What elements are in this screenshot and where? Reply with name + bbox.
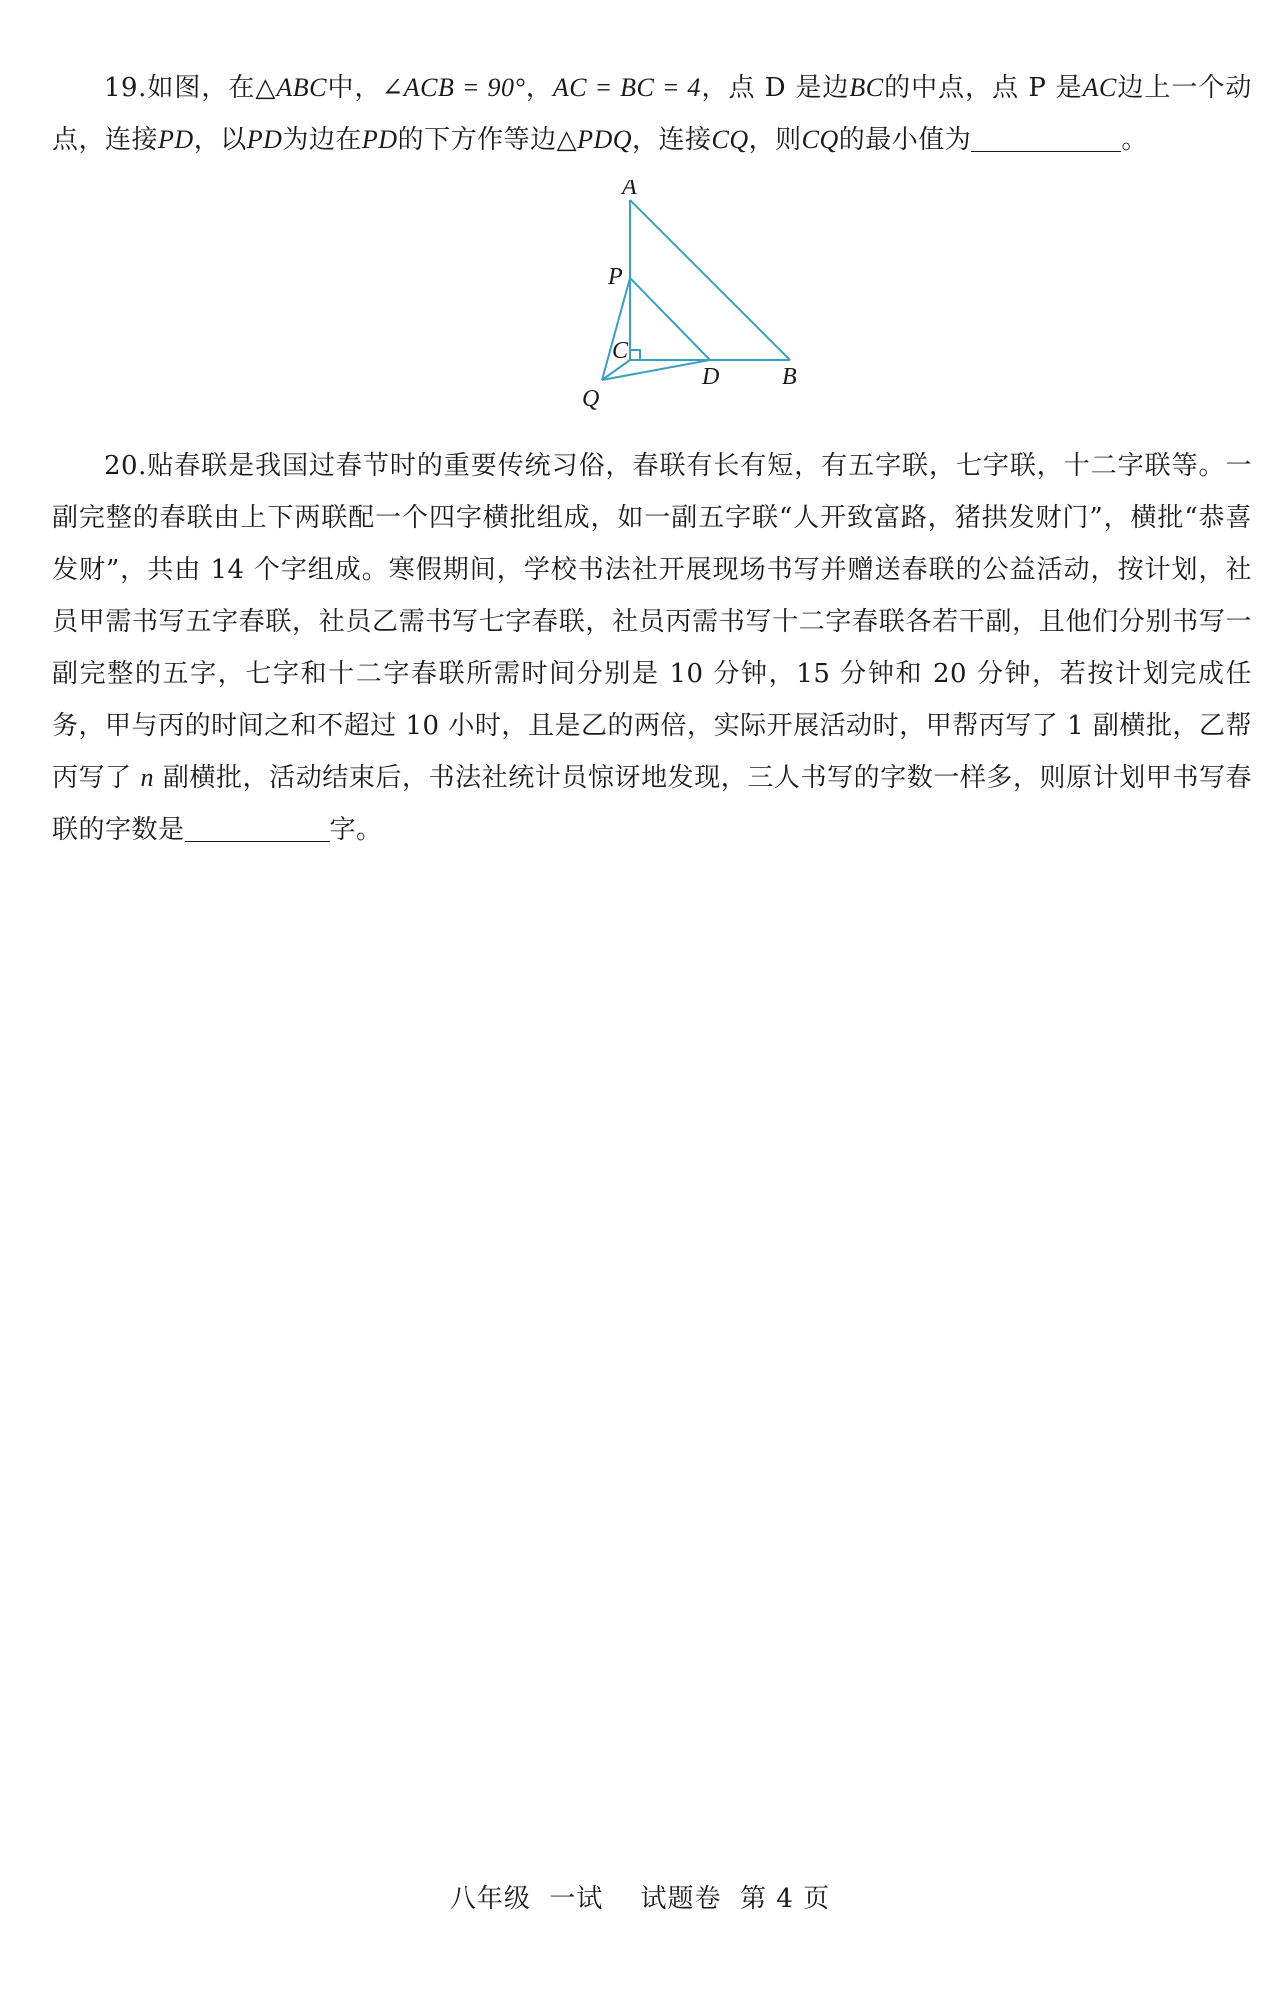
text: 边上一个动点，连接 — [52, 73, 1252, 155]
label-b: B — [782, 364, 797, 390]
math-triangle-pdq: △PDQ — [556, 125, 633, 154]
text: 副横批，活动结束后，书法社统计员惊讶地发现，三人书写的字数一样多，则原计划甲书写春联的字数是 — [52, 763, 1253, 845]
text: ，则 — [748, 125, 802, 155]
math-bc: BC — [849, 73, 884, 102]
text: ，以 — [193, 125, 247, 155]
text: ， — [525, 73, 553, 103]
label-a: A — [622, 180, 637, 200]
math-angle-acb: ∠ACB = 90° — [381, 73, 526, 102]
math-cq: CQ — [711, 125, 749, 154]
text: 中， — [327, 73, 382, 103]
text: ，点 D 是边 — [700, 73, 850, 103]
text: 。 — [1121, 125, 1148, 155]
segment-pq — [602, 278, 630, 380]
math-sides: AC = BC = 4 — [552, 73, 701, 102]
text: ，连接 — [632, 125, 712, 155]
triangle-diagram — [560, 180, 800, 420]
segment-ab — [630, 200, 790, 360]
problem-20-number: 20. — [104, 451, 147, 481]
math-n: n — [140, 763, 155, 792]
problem-19 — [52, 62, 1252, 166]
math-cq: CQ — [801, 125, 839, 154]
text: 为边在 — [282, 125, 362, 155]
label-c: C — [612, 338, 629, 364]
text: 贴春联是我国过春节时的重要传统习俗，春联有长有短，有五字联，七字联，十二字联等。一副完整的春联由上下两联配一个四字横批组成，如一副五字联“人开致富路，猪拱发财门”，横批“恭喜发财”，共由 14 个字组成。寒假期间，学校书法社开展现场书写并赠送春联的公益活动，按计划，社员甲需书写五字春联，社员乙需书写七字春联，社员丙需书写十二字春联各若干副，且他们分别书写一副完整的五字，七字和十二字春联所需时间分别是 10 分钟，15 分钟和 20 分钟，若按计划完成任务，甲与丙的时间之和不超过 10 小时，且是乙的两倍，实际开展活动时，甲帮丙写了 1 副横批，乙帮丙写了 — [52, 451, 1252, 793]
answer-blank-20[interactable] — [185, 811, 330, 842]
math-pd: PD — [246, 125, 283, 154]
math-ac: AC — [1082, 73, 1117, 102]
text: 的最小值为 — [838, 125, 972, 155]
segment-pd — [630, 278, 710, 360]
problem-20 — [52, 440, 1252, 856]
math-pd: PD — [361, 125, 398, 154]
problem-19-number: 19. — [104, 73, 147, 103]
geometry-figure — [560, 180, 800, 420]
page-footer: 八年级 一试 试题卷 第 4 页 — [449, 1884, 831, 1914]
answer-blank-19[interactable] — [971, 121, 1121, 152]
label-p: P — [608, 264, 623, 290]
right-angle-mark — [630, 350, 640, 360]
math-pd: PD — [158, 125, 194, 154]
math-triangle-abc: △ABC — [255, 73, 327, 102]
text: 的中点，点 P 是 — [883, 73, 1083, 103]
label-q: Q — [582, 386, 600, 412]
text: 的下方作等边 — [397, 125, 557, 155]
text: 如图，在 — [146, 73, 256, 103]
text: 字。 — [329, 815, 383, 845]
label-d: D — [702, 364, 720, 390]
